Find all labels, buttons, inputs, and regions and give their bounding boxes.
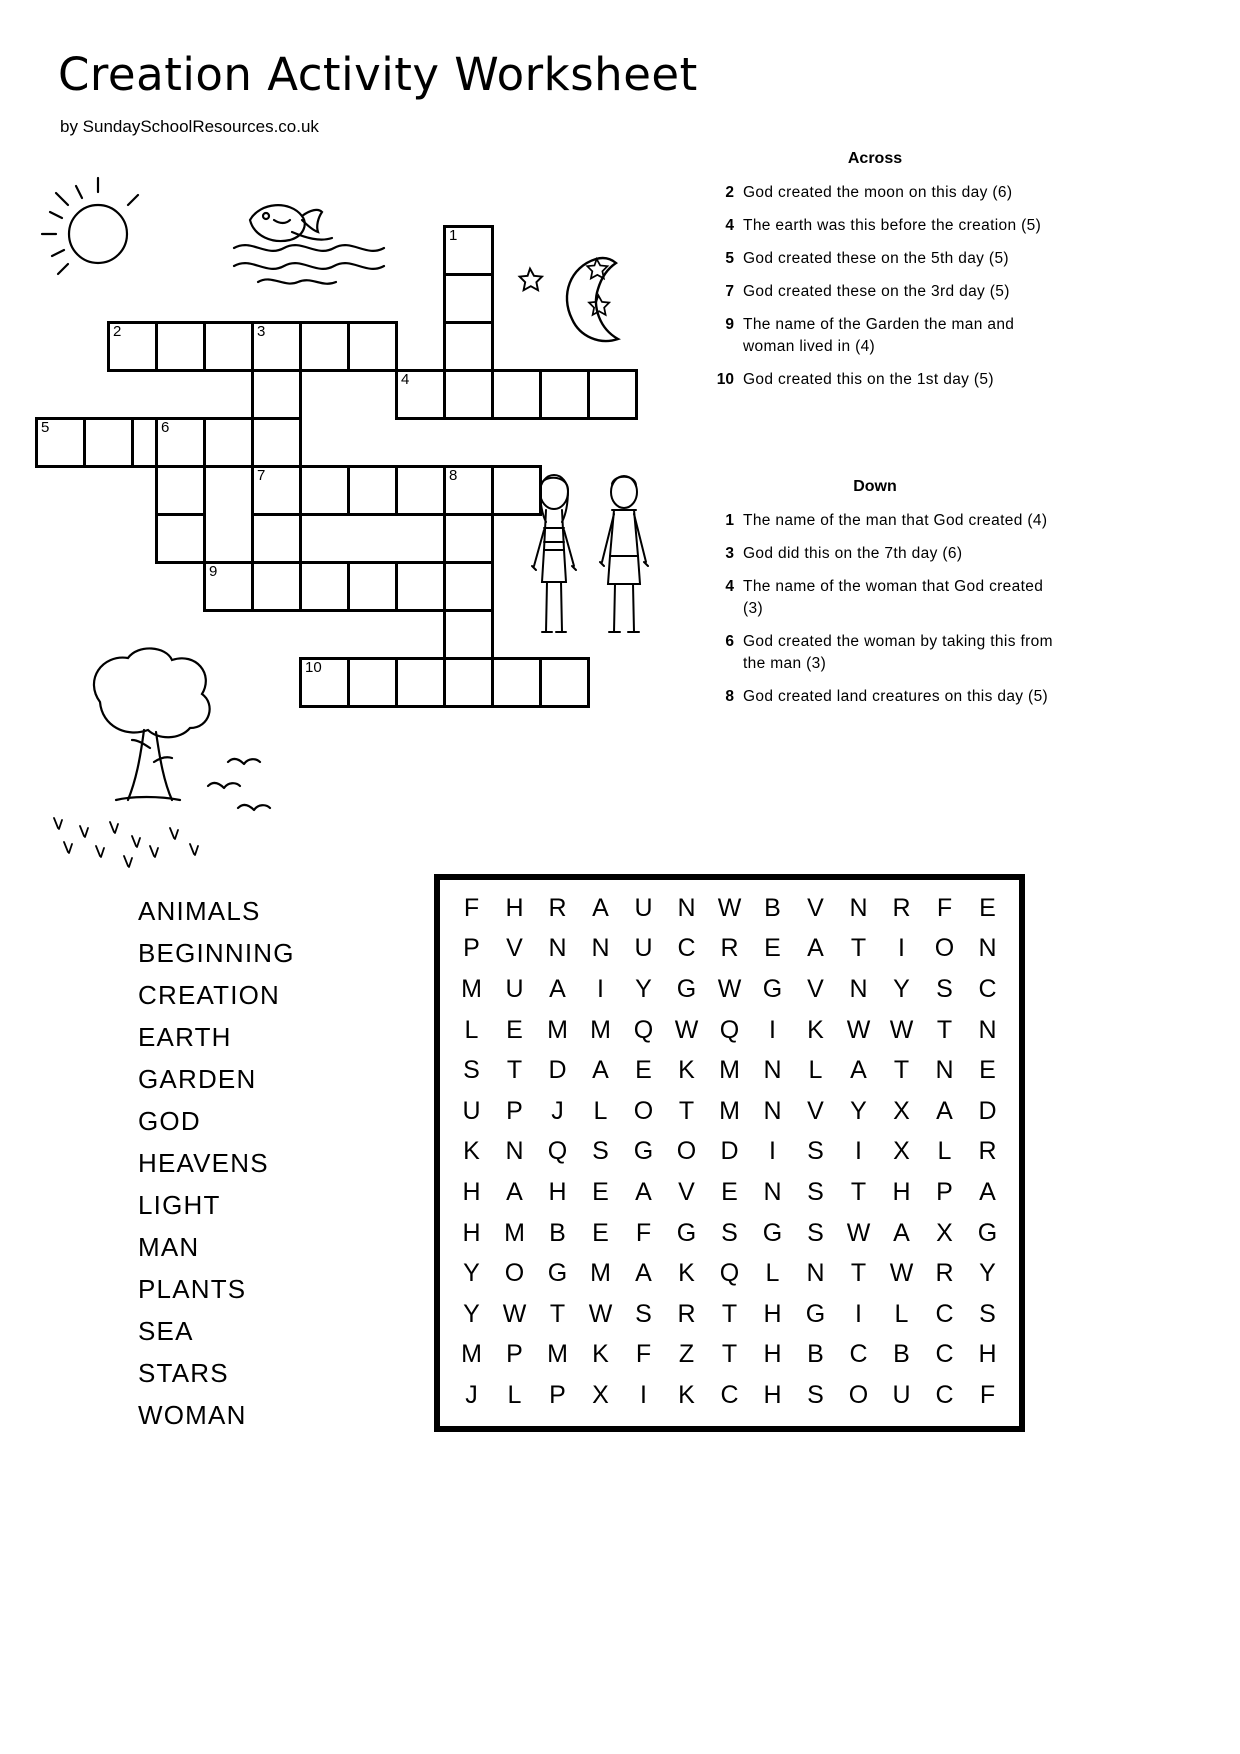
wordsearch-letter[interactable]: C (720, 1380, 739, 1409)
wordsearch-letter[interactable]: O (848, 1380, 869, 1409)
wordsearch-letter[interactable]: P (506, 1096, 523, 1125)
wordsearch-letter[interactable]: F (635, 1218, 652, 1247)
list-item: WOMAN (138, 1400, 247, 1430)
wordsearch-letter[interactable]: L (937, 1137, 952, 1166)
clue-number: 2 (725, 184, 734, 201)
clue-number: 1 (725, 512, 734, 529)
wordsearch-letter[interactable]: W (846, 1015, 871, 1044)
wordsearch-letter[interactable]: W (846, 1218, 871, 1247)
wordsearch-letter[interactable]: B (893, 1340, 910, 1369)
page-title: Creation Activity Worksheet (58, 48, 698, 101)
wordsearch-letter[interactable]: O (633, 1096, 654, 1125)
wordsearch-letter[interactable]: L (765, 1259, 780, 1288)
wordsearch-letter[interactable]: Y (463, 1299, 480, 1328)
wordsearch-letter[interactable]: C (978, 974, 997, 1003)
clue-text: God created these on the 5th day (5) (743, 250, 1009, 267)
wordsearch-letter[interactable]: G (547, 1259, 568, 1288)
list-item: BEGINNING (138, 938, 295, 968)
wordsearch-letter[interactable]: T (850, 1177, 867, 1206)
crossword-cell[interactable] (347, 321, 398, 372)
clue-item (700, 314, 1120, 358)
crossword-cell[interactable] (443, 369, 494, 420)
crossword-number: 1 (449, 227, 458, 244)
wordsearch-letter[interactable]: E (979, 1056, 996, 1085)
wordsearch-letter[interactable]: Y (979, 1259, 996, 1288)
wordsearch-letter[interactable]: A (592, 1056, 609, 1085)
wordsearch-letter[interactable]: S (721, 1218, 738, 1247)
crossword-cell[interactable] (299, 321, 350, 372)
wordsearch-letter[interactable]: W (717, 974, 742, 1003)
clue-number: 9 (725, 316, 734, 333)
crossword-number: 2 (113, 323, 122, 340)
wordsearch-letter[interactable]: G (676, 1218, 697, 1247)
crossword-cell[interactable] (347, 561, 398, 612)
crossword-cell[interactable] (491, 657, 542, 708)
across-heading: Across (847, 150, 903, 167)
wordsearch-letter[interactable]: Y (850, 1096, 867, 1125)
wordsearch-letter[interactable]: E (635, 1056, 652, 1085)
list-item: PLANTS (138, 1274, 247, 1304)
wordsearch-row (450, 888, 1009, 929)
wordsearch-letter[interactable]: J (465, 1380, 478, 1409)
wordsearch-letter[interactable]: A (635, 1177, 652, 1206)
wordsearch-letter[interactable]: T (850, 1259, 867, 1288)
wordsearch-letter[interactable]: Y (635, 974, 652, 1003)
wordsearch-letter[interactable]: M (719, 1096, 740, 1125)
clue-item (700, 215, 1120, 237)
wordsearch-letter[interactable]: V (807, 1096, 824, 1125)
wordsearch-letter[interactable]: N (935, 1056, 954, 1085)
wordsearch-letter[interactable]: B (807, 1340, 824, 1369)
list-item: ANIMALS (138, 896, 261, 926)
wordsearch-letter[interactable]: E (592, 1177, 609, 1206)
wordsearch-letter[interactable]: M (590, 1259, 611, 1288)
wordsearch-letter[interactable]: A (893, 1218, 910, 1247)
wordsearch-letter[interactable]: H (462, 1177, 481, 1206)
clue-text: The name of the woman that God created (3) (743, 578, 1044, 617)
wordsearch-letter[interactable]: F (979, 1380, 996, 1409)
wordsearch-letter[interactable]: T (506, 1056, 523, 1085)
wordsearch-letter[interactable]: C (935, 1340, 954, 1369)
crossword-cell[interactable] (395, 561, 446, 612)
wordsearch-letter[interactable]: R (677, 1299, 696, 1328)
wordsearch-letter[interactable]: V (678, 1177, 695, 1206)
clue-text: The name of the man that God created (4) (743, 512, 1048, 529)
wordsearch-letter[interactable]: N (978, 1015, 997, 1044)
wordsearch-row (450, 1010, 1009, 1051)
clue-text: God created the woman by taking this from the man (3) (743, 633, 1053, 672)
list-item: GARDEN (138, 1064, 257, 1094)
wordsearch-letter[interactable]: D (720, 1137, 739, 1166)
crossword-cell[interactable] (203, 321, 254, 372)
down-clues (700, 478, 1120, 719)
wordsearch-letter[interactable]: W (889, 1259, 914, 1288)
wordsearch-letter[interactable]: I (769, 1137, 776, 1166)
wordsearch-letter[interactable]: R (892, 893, 911, 922)
wordsearch-letter[interactable]: N (677, 893, 696, 922)
crossword-number: 4 (401, 371, 410, 388)
wordsearch-letter[interactable]: S (463, 1056, 480, 1085)
crossword-cell[interactable] (251, 417, 302, 468)
wordsearch-row (450, 1213, 1009, 1254)
crossword-grid (35, 225, 675, 755)
crossword-cell[interactable] (155, 417, 206, 468)
wordsearch-letter[interactable]: R (720, 934, 739, 963)
wordsearch-letter[interactable]: W (717, 893, 742, 922)
clue-item (700, 686, 1120, 708)
wordsearch-letter[interactable]: M (719, 1056, 740, 1085)
crossword-cell[interactable] (347, 657, 398, 708)
wordsearch-letter[interactable]: N (849, 974, 868, 1003)
crossword-cell[interactable] (587, 369, 638, 420)
list-item: SEA (138, 1316, 194, 1346)
wordsearch-letter[interactable]: L (808, 1056, 823, 1085)
wordsearch-letter[interactable]: H (763, 1299, 782, 1328)
clue-number: 10 (716, 371, 734, 388)
wordsearch-letter[interactable]: M (504, 1218, 525, 1247)
wordsearch-letter[interactable]: U (462, 1096, 481, 1125)
wordsearch-letter[interactable]: S (592, 1137, 609, 1166)
wordsearch-letter[interactable]: A (807, 934, 824, 963)
crossword-cell[interactable] (395, 369, 446, 420)
crossword-number: 7 (257, 467, 266, 484)
crossword-cell[interactable] (203, 417, 254, 468)
crossword-cell[interactable] (299, 465, 350, 516)
wordsearch-letter[interactable]: C (677, 934, 696, 963)
down-heading: Down (853, 478, 897, 495)
wordsearch-letter[interactable]: F (936, 893, 953, 922)
wordsearch-letter[interactable]: V (807, 893, 824, 922)
crossword-cell[interactable] (539, 657, 590, 708)
list-item: LIGHT (138, 1190, 221, 1220)
wordsearch-letter[interactable]: K (463, 1137, 480, 1166)
list-item: MAN (138, 1232, 200, 1262)
wordsearch-letter[interactable]: I (855, 1137, 862, 1166)
wordsearch-letter[interactable]: M (590, 1015, 611, 1044)
wordsearch-row (450, 1375, 1009, 1416)
list-item: STARS (138, 1358, 229, 1388)
wordsearch-letter[interactable]: R (935, 1259, 954, 1288)
wordsearch-row (450, 929, 1009, 970)
wordsearch-letter[interactable]: E (764, 934, 781, 963)
crossword-cell[interactable] (395, 465, 446, 516)
wordsearch-table (450, 888, 1009, 1416)
wordsearch-letter[interactable]: W (889, 1015, 914, 1044)
wordsearch-letter[interactable]: I (855, 1299, 862, 1328)
crossword-cell[interactable] (443, 321, 494, 372)
wordsearch-letter[interactable]: X (893, 1137, 910, 1166)
clue-item (700, 369, 1120, 391)
clue-text: God created this on the 1st day (5) (743, 371, 994, 388)
wordsearch-letter[interactable]: M (461, 1340, 482, 1369)
crossword-cell[interactable] (491, 465, 542, 516)
clue-item (700, 543, 1120, 565)
wordsearch-letter[interactable]: B (764, 893, 781, 922)
wordsearch-letter[interactable]: A (549, 974, 566, 1003)
list-item: CREATION (138, 980, 281, 1010)
clue-number: 3 (725, 545, 734, 562)
wordsearch-letter[interactable]: H (763, 1340, 782, 1369)
wordsearch-letter[interactable]: T (850, 934, 867, 963)
clue-text: God created land creatures on this day (5) (743, 688, 1049, 705)
wordsearch-letter[interactable]: N (763, 1177, 782, 1206)
wordsearch-row (450, 1253, 1009, 1294)
wordsearch-letter[interactable]: A (936, 1096, 953, 1125)
wordsearch-letter[interactable]: P (463, 934, 480, 963)
wordsearch-letter[interactable]: A (592, 893, 609, 922)
crossword-number: 10 (305, 659, 322, 676)
wordsearch-letter[interactable]: K (678, 1380, 695, 1409)
wordsearch-letter[interactable]: M (547, 1015, 568, 1044)
wordsearch-letter[interactable]: R (548, 893, 567, 922)
wordsearch-letter[interactable]: U (634, 934, 653, 963)
wordsearch-letter[interactable]: H (548, 1177, 567, 1206)
wordsearch-letter[interactable]: O (676, 1137, 697, 1166)
wordsearch-letter[interactable]: I (597, 974, 604, 1003)
wordsearch-word-list (138, 890, 295, 1436)
wordsearch-letter[interactable]: X (592, 1380, 609, 1409)
wordsearch-letter[interactable]: H (978, 1340, 997, 1369)
wordsearch-letter[interactable]: Y (463, 1259, 480, 1288)
wordsearch-letter[interactable]: I (769, 1015, 776, 1044)
crossword-cell[interactable] (251, 369, 302, 420)
crossword-cell[interactable] (251, 465, 302, 516)
wordsearch-letter[interactable]: Q (547, 1137, 568, 1166)
wordsearch-letter[interactable]: X (893, 1096, 910, 1125)
wordsearch-letter[interactable]: D (978, 1096, 997, 1125)
wordsearch-row (450, 1335, 1009, 1376)
wordsearch-letter[interactable]: C (935, 1299, 954, 1328)
wordsearch-letter[interactable]: W (588, 1299, 613, 1328)
wordsearch-letter[interactable]: N (849, 893, 868, 922)
wordsearch-letter[interactable]: V (807, 974, 824, 1003)
crossword-cell[interactable] (347, 465, 398, 516)
wordsearch-letter[interactable]: E (979, 893, 996, 922)
wordsearch-letter[interactable]: A (850, 1056, 867, 1085)
wordsearch-letter[interactable]: N (763, 1056, 782, 1085)
crossword-cell[interactable] (443, 609, 494, 660)
crossword-cell[interactable] (395, 657, 446, 708)
wordsearch-letter[interactable]: C (935, 1380, 954, 1409)
clue-text: God did this on the 7th day (6) (743, 545, 963, 562)
crossword-cell[interactable] (443, 225, 494, 276)
wordsearch-letter[interactable]: S (807, 1380, 824, 1409)
wordsearch-row (450, 1091, 1009, 1132)
wordsearch-letter[interactable]: L (894, 1299, 909, 1328)
wordsearch-letter[interactable]: J (551, 1096, 564, 1125)
wordsearch-letter[interactable]: H (462, 1218, 481, 1247)
clue-item (700, 281, 1120, 303)
wordsearch-letter[interactable]: L (507, 1380, 522, 1409)
clue-item (700, 631, 1120, 675)
wordsearch-letter[interactable]: E (592, 1218, 609, 1247)
crossword-cell[interactable] (155, 465, 206, 516)
list-item: GOD (138, 1106, 201, 1136)
crossword-cell[interactable] (251, 513, 302, 564)
wordsearch-letter[interactable]: C (849, 1340, 868, 1369)
wordsearch-letter[interactable]: O (934, 934, 955, 963)
byline: by SundaySchoolResources.co.uk (60, 117, 319, 136)
wordsearch-letter[interactable]: G (805, 1299, 826, 1328)
wordsearch-row (450, 1294, 1009, 1335)
wordsearch-letter[interactable]: V (506, 934, 523, 963)
crossword-cell[interactable] (83, 417, 134, 468)
clue-number: 6 (725, 633, 734, 650)
wordsearch-letter[interactable]: T (721, 1299, 738, 1328)
wordsearch-letter[interactable]: Y (893, 974, 910, 1003)
crossword-number: 5 (41, 419, 50, 436)
wordsearch-letter[interactable]: L (464, 1015, 479, 1044)
wordsearch-letter[interactable]: K (807, 1015, 824, 1044)
clue-number: 4 (725, 578, 734, 595)
crossword-cell[interactable] (35, 417, 86, 468)
wordsearch-letter[interactable]: N (505, 1137, 524, 1166)
wordsearch-letter[interactable]: H (763, 1380, 782, 1409)
wordsearch-letter[interactable]: K (678, 1259, 695, 1288)
clue-item (700, 182, 1120, 204)
wordsearch-letter[interactable]: U (892, 1380, 911, 1409)
wordsearch-letter[interactable]: K (678, 1056, 695, 1085)
wordsearch-letter[interactable]: W (674, 1015, 699, 1044)
crossword-number: 3 (257, 323, 266, 340)
wordsearch-letter[interactable]: M (547, 1340, 568, 1369)
wordsearch-letter[interactable]: A (979, 1177, 996, 1206)
clue-number: 7 (725, 283, 734, 300)
wordsearch-letter[interactable]: G (676, 974, 697, 1003)
wordsearch-letter[interactable]: T (893, 1056, 910, 1085)
crossword-cell[interactable] (443, 273, 494, 324)
crossword-cell[interactable] (107, 321, 158, 372)
wordsearch-letter[interactable]: I (640, 1380, 647, 1409)
list-item: EARTH (138, 1022, 232, 1052)
wordsearch-letter[interactable]: U (634, 893, 653, 922)
wordsearch-letter[interactable]: O (504, 1259, 525, 1288)
wordsearch-letter[interactable]: Q (719, 1015, 740, 1044)
wordsearch-letter[interactable]: Q (633, 1015, 654, 1044)
wordsearch-letter[interactable]: M (461, 974, 482, 1003)
wordsearch-letter[interactable]: T (678, 1096, 695, 1125)
crossword-cell[interactable] (251, 561, 302, 612)
clue-item (700, 248, 1120, 270)
crossword-cell[interactable] (443, 561, 494, 612)
crossword-number: 9 (209, 563, 218, 580)
wordsearch-letter[interactable]: W (502, 1299, 527, 1328)
wordsearch-letter[interactable]: G (633, 1137, 654, 1166)
wordsearch-letter[interactable]: Z (678, 1340, 695, 1369)
crossword-cell[interactable] (491, 369, 542, 420)
crossword-cell[interactable] (251, 321, 302, 372)
crossword-cell[interactable] (443, 465, 494, 516)
wordsearch-letter[interactable]: G (977, 1218, 998, 1247)
wordsearch-letter[interactable]: A (506, 1177, 523, 1206)
wordsearch-row (450, 1132, 1009, 1173)
wordsearch-letter[interactable]: N (763, 1096, 782, 1125)
crossword-cell[interactable] (155, 513, 206, 564)
clue-text: The name of the Garden the man and woman lived in (4) (743, 316, 1015, 355)
wordsearch-letter[interactable]: I (898, 934, 905, 963)
wordsearch-letter[interactable]: G (762, 1218, 783, 1247)
crossword-number: 8 (449, 467, 458, 484)
wordsearch-letter[interactable]: R (978, 1137, 997, 1166)
wordsearch-letter[interactable]: T (721, 1340, 738, 1369)
wordsearch-letter[interactable]: U (505, 974, 524, 1003)
wordsearch-letter[interactable]: H (892, 1177, 911, 1206)
wordsearch-letter[interactable]: T (549, 1299, 566, 1328)
wordsearch-letter[interactable]: S (979, 1299, 996, 1328)
wordsearch-letter[interactable]: F (635, 1340, 652, 1369)
wordsearch-letter[interactable]: P (506, 1340, 523, 1369)
wordsearch-letter[interactable]: E (506, 1015, 523, 1044)
list-item: HEAVENS (138, 1148, 269, 1178)
crossword-cell[interactable] (443, 513, 494, 564)
wordsearch-letter[interactable]: S (635, 1299, 652, 1328)
wordsearch-letter[interactable]: E (721, 1177, 738, 1206)
crossword-cell[interactable] (155, 321, 206, 372)
clue-text: God created these on the 3rd day (5) (743, 283, 1010, 300)
clue-item (700, 510, 1120, 532)
wordsearch-letter[interactable]: H (505, 893, 524, 922)
wordsearch-letter[interactable]: N (548, 934, 567, 963)
wordsearch-letter[interactable]: S (936, 974, 953, 1003)
wordsearch-letter[interactable]: A (635, 1259, 652, 1288)
wordsearch-row (450, 1050, 1009, 1091)
wordsearch-letter[interactable]: B (549, 1218, 566, 1247)
wordsearch-letter[interactable]: S (807, 1177, 824, 1206)
wordsearch-letter[interactable]: P (936, 1177, 953, 1206)
clue-item (700, 576, 1120, 620)
wordsearch-letter[interactable]: N (591, 934, 610, 963)
crossword-cell[interactable] (539, 369, 590, 420)
clue-number: 8 (725, 688, 734, 705)
wordsearch-letter[interactable]: N (806, 1259, 825, 1288)
clue-number: 5 (725, 250, 734, 267)
wordsearch-letter[interactable]: S (807, 1218, 824, 1247)
crossword-cell[interactable] (299, 561, 350, 612)
wordsearch-grid (434, 874, 1025, 1432)
wordsearch-letter[interactable]: T (936, 1015, 953, 1044)
crossword-cell[interactable] (299, 657, 350, 708)
wordsearch-row (450, 1172, 1009, 1213)
wordsearch-letter[interactable]: X (936, 1218, 953, 1247)
clue-text: The earth was this before the creation (5) (743, 217, 1042, 234)
wordsearch-letter[interactable]: Q (719, 1259, 740, 1288)
wordsearch-row (450, 969, 1009, 1010)
crossword-cell[interactable] (203, 561, 254, 612)
clue-number: 4 (725, 217, 734, 234)
crossword-number: 6 (161, 419, 170, 436)
wordsearch-letter[interactable]: L (593, 1096, 608, 1125)
clue-text: God created the moon on this day (6) (743, 184, 1013, 201)
wordsearch-letter[interactable]: D (548, 1056, 567, 1085)
wordsearch-letter[interactable]: F (463, 893, 480, 922)
crossword-cell[interactable] (443, 657, 494, 708)
wordsearch-letter[interactable]: N (978, 934, 997, 963)
wordsearch-letter[interactable]: S (807, 1137, 824, 1166)
wordsearch-letter[interactable]: K (592, 1340, 609, 1369)
wordsearch-letter[interactable]: G (762, 974, 783, 1003)
across-clues (700, 150, 1120, 402)
wordsearch-letter[interactable]: P (549, 1380, 566, 1409)
